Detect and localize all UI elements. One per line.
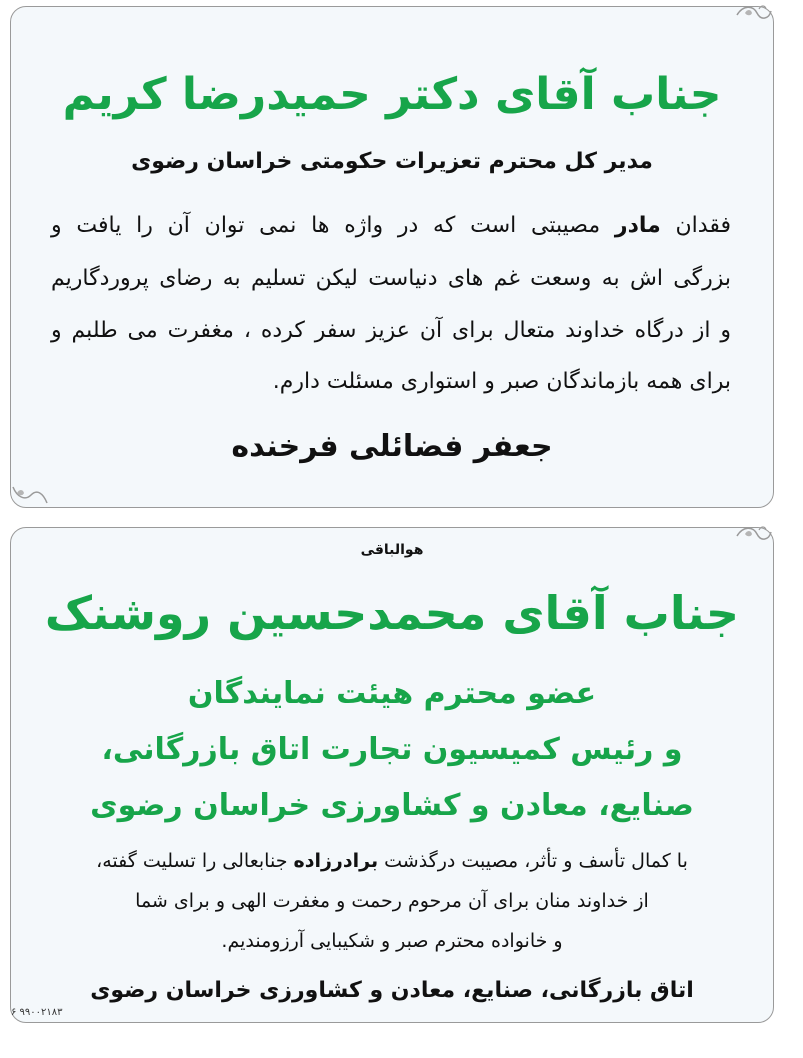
ad2-body-text: جنابعالی را تسلیت گفته، — [96, 850, 294, 872]
ad2-body-line-2: از خداوند منان برای آن مرحوم رحمت و مغفرت الهی و برای شما — [135, 890, 649, 912]
ad-code: ۶ ۹۹۰۰۲۱۸۳ — [11, 1007, 63, 1018]
ad2-role-1: عضو محترم هیئت نمایندگان — [187, 676, 597, 711]
ad2-body-text: با کمال تأسف و تأثر، مصیبت درگذشت — [378, 850, 688, 872]
ad1-subtitle: مدیر کل محترم تعزیرات حکومتی خراسان رضوی — [131, 149, 653, 174]
floral-ornament-icon — [735, 1, 773, 27]
ad2-header: هوالباقی — [360, 542, 424, 558]
ad1-signature: جعفر فضائلی فرخنده — [231, 429, 553, 464]
ad2-body-line-3: و خانواده محترم صبر و شکیبایی آرزومندیم. — [221, 930, 563, 952]
ad1-body-bold: مادر — [614, 213, 661, 238]
ad1-title: جناب آقای دکتر حمیدرضا کریم — [62, 69, 722, 120]
ad1-body-line-4: برای همه بازماندگان صبر و استواری مسئلت دارم. — [272, 369, 731, 394]
floral-ornament-icon — [11, 481, 49, 507]
condolence-ad-2 — [10, 527, 774, 1023]
ad1-body-line-1 — [51, 213, 731, 238]
ad2-role-3: صنایع، معادن و کشاورزی خراسان رضوی — [90, 788, 694, 823]
ad2-body-line-1 — [11, 850, 773, 872]
condolence-ad-1 — [10, 6, 774, 508]
ad2-signature: اتاق بازرگانی، صنایع، معادن و کشاورزی خراسان رضوی — [90, 978, 694, 1003]
ad2-role-2: و رئیس کمیسیون تجارت اتاق بازرگانی، — [101, 732, 683, 767]
ad1-body-line-3: و از درگاه خداوند متعال برای آن عزیز سفر کرده ، مغفرت می طلبم و — [51, 318, 731, 343]
ad2-title: جناب آقای محمدحسین روشنک — [44, 586, 740, 640]
ad1-body-text: مصیبتی است که در واژه ها نمی توان آن را یافت و — [51, 213, 615, 238]
ad1-body-text: فقدان — [660, 213, 731, 238]
ad1-body-line-2: بزرگی اش به وسعت غم های دنیاست لیکن تسلیم به رضای پروردگاریم — [51, 266, 731, 291]
ad2-body-bold: برادرزاده — [293, 850, 379, 872]
